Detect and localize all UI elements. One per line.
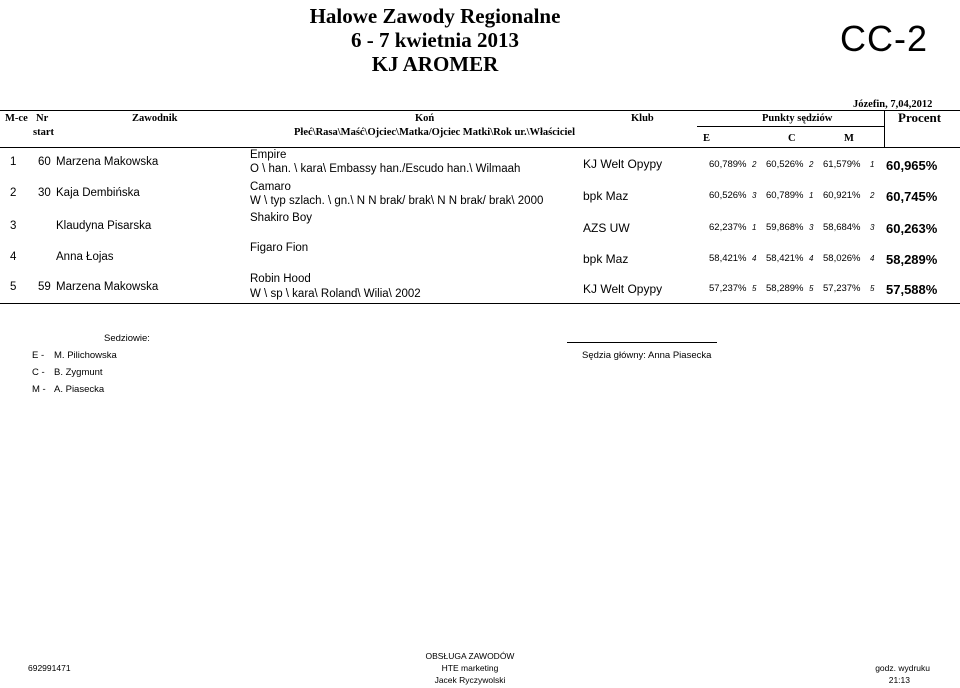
judges-heading: Sedziowie: xyxy=(104,333,150,344)
c-score: 60,789% xyxy=(766,190,804,201)
footer-print-time: 21:13 xyxy=(888,675,910,685)
horse-details: O \ han. \ kara\ Embassy han./Escudo han.\ Wilmaah xyxy=(250,163,521,175)
club: bpk Maz xyxy=(583,189,629,203)
col-judge-m: M xyxy=(844,133,854,144)
event-organizer: KJ AROMER xyxy=(371,52,499,76)
col-percent: Procent xyxy=(898,110,942,125)
c-score: 59,868% xyxy=(766,222,804,233)
c-score: 60,526% xyxy=(766,159,804,170)
start-number: 59 xyxy=(38,281,51,293)
m-score: 61,579% xyxy=(823,159,861,170)
horse-details: W \ sp \ kara\ Roland\ Wilia\ 2002 xyxy=(250,288,421,300)
e-score: 58,421% xyxy=(709,253,747,264)
footer-print-label: godz. wydruku xyxy=(875,663,930,673)
horse-name: Camaro xyxy=(250,181,291,193)
place: 2 xyxy=(10,187,17,199)
total-percent: 60,745% xyxy=(886,189,938,204)
rider-name: Anna Łojas xyxy=(56,251,114,263)
judge-position: M - xyxy=(32,384,46,395)
header-top-rule xyxy=(0,110,960,111)
club: bpk Maz xyxy=(583,252,629,266)
footer-service: OBSŁUGA ZAWODÓW xyxy=(425,651,515,661)
total-percent: 58,289% xyxy=(886,252,938,267)
e-score: 57,237% xyxy=(709,283,747,294)
club: KJ Welt Opypy xyxy=(583,157,663,171)
place: 4 xyxy=(10,251,17,263)
col-judge-e: E xyxy=(703,133,711,144)
horse-name: Empire xyxy=(250,149,287,161)
footer-phone: 692991471 xyxy=(28,663,71,673)
col-number-start: start xyxy=(33,127,54,138)
col-club: Klub xyxy=(631,113,654,124)
m-score: 58,026% xyxy=(823,253,861,264)
c-rank: 3 xyxy=(809,223,814,232)
rider-name: Marzena Makowska xyxy=(56,281,159,293)
horse-name: Shakiro Boy xyxy=(250,212,313,224)
m-rank: 2 xyxy=(870,191,875,200)
percent-divider xyxy=(884,111,885,147)
c-score: 58,421% xyxy=(766,253,804,264)
judges-header-rule xyxy=(697,126,884,127)
chief-judge: Sędzia główny: Anna Piasecka xyxy=(582,350,712,361)
col-number: Nr xyxy=(36,113,49,124)
horse-details: W \ typ szlach. \ gn.\ N N brak/ brak\ N N brak/ brak\ 2000 xyxy=(250,195,544,207)
club: KJ Welt Opypy xyxy=(583,282,663,296)
e-rank: 4 xyxy=(752,254,757,263)
footer-operator: Jacek Ryczywolski xyxy=(434,675,506,685)
start-number: 60 xyxy=(38,156,51,168)
m-score: 57,237% xyxy=(823,283,861,294)
col-judge-c: C xyxy=(788,133,796,144)
rider-name: Kaja Dembińska xyxy=(56,187,140,199)
class-code: CC-2 xyxy=(840,18,929,59)
judge-position: E - xyxy=(32,350,45,361)
e-score: 62,237% xyxy=(709,222,747,233)
location-date: Józefin, 7,04,2012 xyxy=(853,99,933,110)
total-percent: 57,588% xyxy=(886,282,938,297)
m-score: 60,921% xyxy=(823,190,861,201)
c-rank: 2 xyxy=(809,160,814,169)
col-judges-points: Punkty sędziów xyxy=(762,113,833,124)
place: 5 xyxy=(10,281,17,293)
c-rank: 4 xyxy=(809,254,814,263)
rider-name: Marzena Makowska xyxy=(56,156,159,168)
total-percent: 60,263% xyxy=(886,221,938,236)
start-number: 30 xyxy=(38,187,51,199)
place: 1 xyxy=(10,156,17,168)
e-score: 60,789% xyxy=(709,159,747,170)
col-rider: Zawodnik xyxy=(132,113,178,124)
col-horse: Koń xyxy=(415,113,435,124)
m-rank: 4 xyxy=(870,254,875,263)
c-score: 58,289% xyxy=(766,283,804,294)
table-bottom-rule xyxy=(0,303,960,304)
event-dates: 6 - 7 kwietnia 2013 xyxy=(351,28,519,52)
m-rank: 5 xyxy=(870,284,875,293)
c-rank: 1 xyxy=(809,191,814,200)
e-rank: 5 xyxy=(752,284,757,293)
footer-company: HTE marketing xyxy=(441,663,499,673)
e-score: 60,526% xyxy=(709,190,747,201)
header-bottom-rule xyxy=(0,147,960,148)
judge-name: M. Pilichowska xyxy=(54,350,117,361)
m-rank: 1 xyxy=(870,160,875,169)
col-horse-details: Płeć\Rasa\Maść\Ojciec\Matka/Ojciec Matki\Rok ur.\Właściciel xyxy=(294,127,576,138)
judge-position: C - xyxy=(32,367,45,378)
judge-name: A. Piasecka xyxy=(54,384,105,395)
m-score: 58,684% xyxy=(823,222,861,233)
e-rank: 1 xyxy=(752,223,757,232)
m-rank: 3 xyxy=(870,223,875,232)
e-rank: 2 xyxy=(752,160,757,169)
event-title: Halowe Zawody Regionalne xyxy=(309,4,561,28)
c-rank: 5 xyxy=(809,284,814,293)
horse-name: Robin Hood xyxy=(250,273,311,285)
judge-name: B. Zygmunt xyxy=(54,367,103,378)
signature-line xyxy=(567,342,717,343)
total-percent: 60,965% xyxy=(886,158,938,173)
place: 3 xyxy=(10,220,17,232)
e-rank: 3 xyxy=(752,191,757,200)
rider-name: Klaudyna Pisarska xyxy=(56,220,152,232)
horse-name: Figaro Fion xyxy=(250,242,309,254)
col-place: M-ce xyxy=(5,113,28,124)
club: AZS UW xyxy=(583,221,630,235)
